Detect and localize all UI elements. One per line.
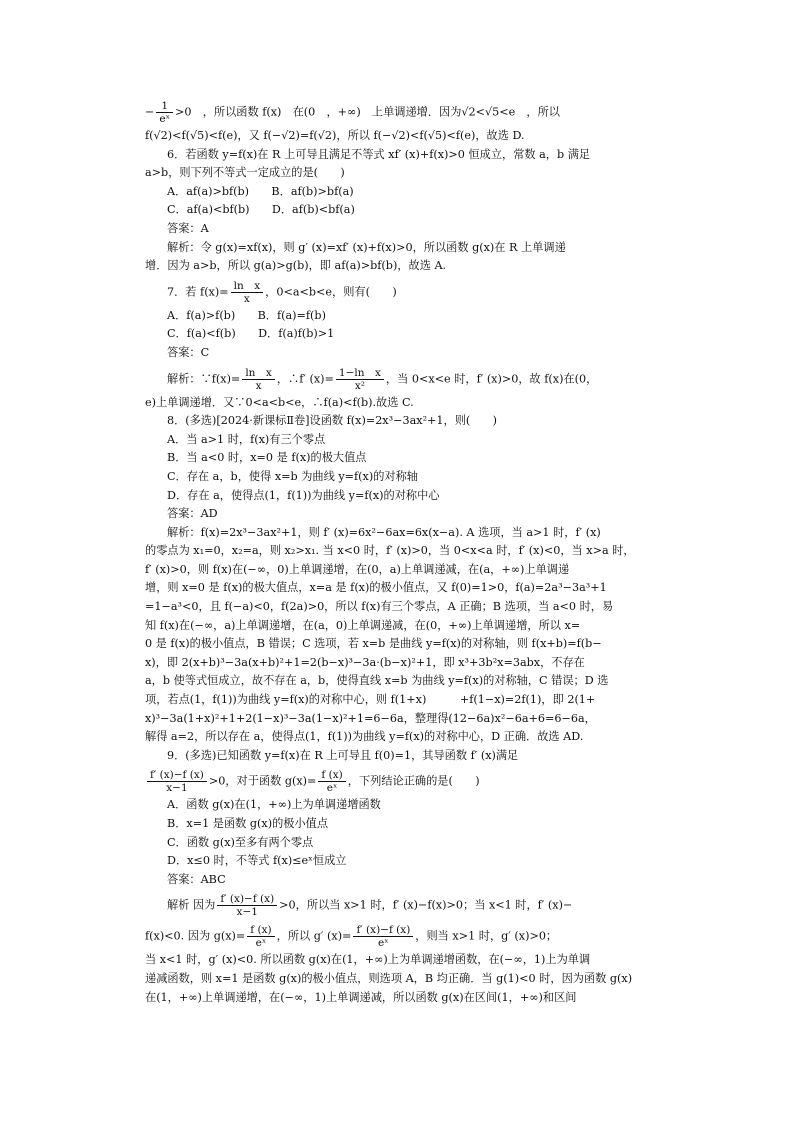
question-9-option-b: B．x=1 是函数 g(x)的极小值点 xyxy=(167,817,329,830)
analysis-line: 0 是 f(x)的极小值点，B 错误；C 选项，若 x=b 是曲线 y=f(x)的对称轴，则 f(x+b)=f(b− xyxy=(145,637,602,651)
question-9-option-c: C．函数 g(x)至多有两个零点 xyxy=(167,835,314,849)
question-8-option-c: C．存在 a，b，使得 x=b 为曲线 y=f(x)的对称轴 xyxy=(167,469,418,483)
question-6-analysis: 解析：令 g(x)=xf(x)，则 g′ (x)=xf′ (x)+f(x)>0，所以函数 g(x)在 R 上单调递 xyxy=(167,240,566,254)
analysis-line: 在(1，+∞)上单调递增，在(−∞，1)上单调递减，所以函数 g(x)在区间(1，+∞)和区间 xyxy=(145,990,577,1004)
question-7-stem: 7．若 f(x)= $\frac{\text{ln x}}{x}$ ，0<a<b<e，则有( ) xyxy=(167,279,397,305)
analysis-line: 递减函数，则 x=1 是函数 g(x)的极小值点，则选项 A，B 均正确．当 g(1)<0 时，因为函数 g(x) xyxy=(145,971,633,985)
analysis-line: a，b 使等式恒成立，故不存在 a，b，使得直线 x=b 为曲线 y=f(x)的对称轴，C 错误；D 选 xyxy=(145,674,609,688)
question-9-answer: 答案：ABC xyxy=(167,872,226,886)
analysis-line: 当 x<1 时，g′ (x)<0. 所以函数 g(x)在(1，+∞)上为单调递增函数，在(−∞，1)上为单调 xyxy=(145,953,591,967)
question-6-stem: 6．若函数 y=f(x)在 R 上可导且满足不等式 xf′ (x)+f(x)>0 恒成立，常数 a，b 满足 xyxy=(167,147,591,161)
question-8-analysis: 解析：f(x)=2x³−3ax²+1，则 f′ (x)=6x²−6ax=6x(x−a). A 选项，当 a>1 时，f′ (x) xyxy=(167,525,601,539)
question-6-stem-cont: a>b，则下列不等式一定成立的是( ) xyxy=(145,166,345,180)
fraction-g-derivative: $\frac{f' (x)-f (x)}{\text{eˣ}}$ xyxy=(353,924,413,949)
analysis-line: =1−a³<0，且 f(−a)<0，f(2a)>0，所以 f(x)有三个零点，A 正确；B 选项，当 a<0 时，易 xyxy=(145,600,614,614)
question-6-answer: 答案：A xyxy=(167,221,209,235)
question-9-analysis: 解析 因为 $\frac{f' (x)-f (x)}{x-1}$ >0，所以当 x>1 时，f′ (x)−f(x)>0；当 x<1 时，f′ (x)− xyxy=(167,893,573,919)
question-8-answer: 答案：AD xyxy=(167,507,218,521)
analysis-line: f(x)<0. 因为 g(x)= $\frac{f (x)}{\text{eˣ}}$ ，所以 g′ (x)= $\frac{f' (x)-f (x)}{\text{eˣ}}$ ，则当 x>1 时，g′ (x)>0； xyxy=(145,924,558,950)
question-9-option-d: D．x≤0 时，不等式 f(x)≤eˣ恒成立 xyxy=(167,854,347,868)
question-9-stem-cont: $\frac{f' (x)-f (x)}{x-1}$ >0，对于函数 g(x)= $\frac{f (x)}{\text{eˣ}}$ ，下列结论正确的是( ) xyxy=(145,765,654,796)
analysis-line: 的零点为 x₁=0，x₂=a，则 x₂>x₁. 当 x<0 时，f′ (x)>0，当 0<x<a 时，f′ (x)<0，当 x>a 时， xyxy=(145,544,635,558)
analysis-line: 项，若点(1，f(1))为曲线 y=f(x)的对称中心，则 f(1+x) +f(1−x)=2f(1)，即 2(1+ xyxy=(145,693,596,707)
fraction-g-definition: $\frac{f (x)}{\text{eˣ}}$ xyxy=(247,924,274,949)
question-8-stem: 8．(多选)[2024·新课标Ⅱ卷]设函数 f(x)=2x³−3ax²+1，则( ) xyxy=(167,414,498,428)
fraction-condition: $\frac{f' (x)-f (x)}{x-1}$ xyxy=(147,769,207,794)
question-7-options-cd: C．f(a)<f(b) D．f(a)f(b)>1 xyxy=(167,327,335,341)
line-1 xyxy=(145,96,654,127)
question-8-option-a: A．当 a>1 时，f(x)有三个零点 xyxy=(167,432,326,446)
fraction-1-over-e-x: $\frac{1}{\text{eˣ}}$ xyxy=(156,100,173,125)
question-8-option-d: D．存在 a，使得点(1，f(1))为曲线 y=f(x)的对称中心 xyxy=(167,488,440,502)
analysis-line: 知 f(x)在(−∞，a)上单调递增，在(a，0)上单调递减，在(0，+∞)上单调递增，所以 x= xyxy=(145,618,581,632)
fraction-g-definition: $\frac{f (x)}{\text{eˣ}}$ xyxy=(318,769,345,794)
analysis-line: 增，则 x=0 是 f(x)的极大值点，x=a 是 f(x)的极小值点，又 f(0)=1>0，f(a)=2a³−3a³+1 xyxy=(145,581,607,595)
question-8-option-b: B．当 a<0 时，x=0 是 f(x)的极大值点 xyxy=(167,451,367,465)
fraction-ln-x-over-x: $\frac{\text{ln x}}{x}$ xyxy=(231,280,264,305)
analysis-line: x)³−3a(1+x)²+1+2(1−x)³−3a(1−x)²+1=6−6a，整理得(12−6a)x²−6a+6=6−6a， xyxy=(145,711,596,725)
line-2: f(√2)<f(√5)<f(e)，又 f(−√2)=f(√2)，所以 f(−√2)<f(√5)<f(e)，故选 D. xyxy=(145,129,525,142)
analysis-line: f′ (x)>0，则 f(x)在(−∞，0)上单调递增，在(0，a)上单调递减，在(a，+∞)上单调递 xyxy=(145,562,570,576)
fraction-derivative: $\frac{\text{1−ln x}}{\text{x²}}$ xyxy=(336,367,384,392)
analysis-line: 解得 a=2，所以存在 a，使得点(1，f(1))为曲线 y=f(x)的对称中心，D 正确．故选 AD. xyxy=(145,730,584,744)
fraction-ln-x-over-x: $\frac{\text{ln x}}{x}$ xyxy=(242,367,275,392)
question-6-analysis-cont: 增．因为 a>b，所以 g(a)>g(b)，即 af(a)>bf(b)，故选 A. xyxy=(145,259,447,273)
question-6-options-cd: C．af(a)<bf(b) D．af(b)<bf(a) xyxy=(167,203,355,217)
question-7-analysis: 解析：∵f(x)= $\frac{\text{ln x}}{x}$ ，∴f′ (x)= $\frac{\text{1−ln x}}{\text{x²}}$ ，当 0<x<e 时，f′ (x)>0，故 f(x)在(0， xyxy=(167,366,598,392)
minus-sign: − xyxy=(145,105,155,119)
question-9-option-a: A．函数 g(x)在(1，+∞)上为单调递增函数 xyxy=(167,798,381,812)
question-9-stem: 9．(多选)已知函数 y=f(x)在 R 上可导且 f(0)=1，其导函数 f′ (x)满足 xyxy=(167,748,519,762)
question-6-options-ab: A．af(a)>bf(b) B．af(b)>bf(a) xyxy=(167,184,354,198)
question-7-analysis-cont: e)上单调递增．又∵0<a<b<e，∴f(a)<f(b).故选 C. xyxy=(145,395,414,409)
fraction-condition: $\frac{f' (x)-f (x)}{x-1}$ xyxy=(217,893,277,918)
question-7-answer: 答案：C xyxy=(167,345,210,359)
question-7-options-ab: A．f(a)>f(b) B．f(a)=f(b) xyxy=(167,308,326,322)
analysis-line: x)，即 2(x+b)³−3a(x+b)²+1=2(b−x)³−3a·(b−x)²+1，即 x³+3b²x=3abx，不存在 xyxy=(145,655,585,669)
line-text: >0 ，所以函数 f(x) 在(0 ，+∞) 上单调递增．因为√2<√5<e ，所以 xyxy=(175,105,560,119)
